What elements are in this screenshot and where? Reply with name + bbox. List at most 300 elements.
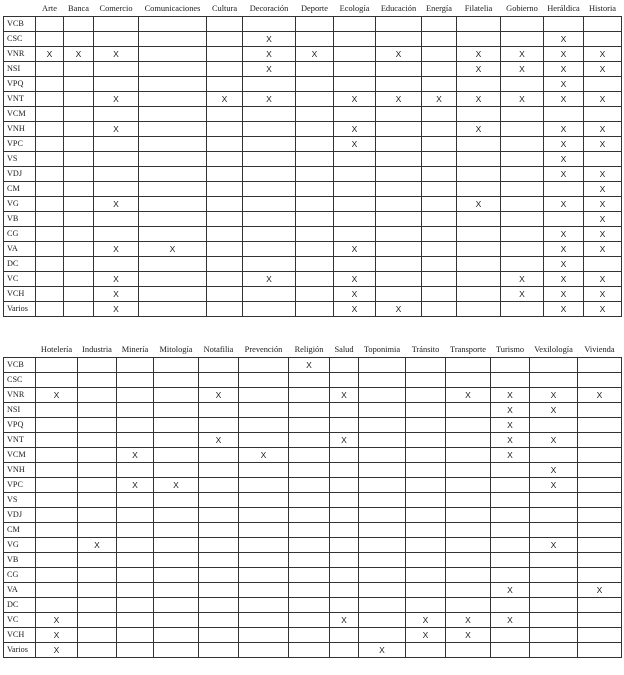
table-cell: [578, 628, 622, 643]
table-cell: [36, 302, 64, 317]
row-label: VNH: [4, 122, 36, 137]
table-cell: [422, 272, 457, 287]
table-cell: X: [530, 478, 578, 493]
table-row: [4, 287, 622, 302]
table-cell: [446, 403, 491, 418]
column-header: Ecología: [334, 2, 376, 17]
table-cell: [289, 628, 330, 643]
table-cell: [501, 122, 544, 137]
row-label: VDJ: [4, 167, 36, 182]
table-cell: X: [584, 197, 622, 212]
table-cell: [199, 538, 239, 553]
table-cell: X: [376, 47, 422, 62]
table-cell: [530, 373, 578, 388]
column-header: Energía: [422, 2, 457, 17]
table-cell: [376, 152, 422, 167]
table-cell: [359, 568, 406, 583]
column-header: Comunicaciones: [139, 2, 207, 17]
table-row: [4, 257, 622, 272]
table-cell: X: [94, 92, 139, 107]
table-cell: [207, 197, 243, 212]
table-cell: [330, 418, 359, 433]
table-cell: [296, 227, 334, 242]
table-row: [4, 598, 622, 613]
row-label: VNT: [4, 433, 36, 448]
table-cell: X: [578, 583, 622, 598]
table-cell: X: [491, 448, 530, 463]
column-header: Toponimia: [359, 343, 406, 358]
table-cell: [154, 538, 199, 553]
table-cell: [296, 32, 334, 47]
table-cell: X: [457, 197, 501, 212]
table-cell: [64, 197, 94, 212]
table-cell: [359, 583, 406, 598]
table-cell: [530, 553, 578, 568]
table-cell: [330, 403, 359, 418]
table-cell: [376, 182, 422, 197]
table-cell: [446, 508, 491, 523]
row-label: DC: [4, 257, 36, 272]
table-cell: X: [199, 388, 239, 403]
table-cell: [501, 77, 544, 92]
table-cell: X: [117, 478, 154, 493]
table-cell: [446, 553, 491, 568]
table-cell: [501, 167, 544, 182]
table-cell: [578, 613, 622, 628]
table-cell: [330, 568, 359, 583]
table-cell: [289, 373, 330, 388]
table-cell: X: [94, 272, 139, 287]
table-row: [4, 107, 622, 122]
table-cell: [289, 418, 330, 433]
table-cell: [78, 433, 117, 448]
table-cell: [446, 418, 491, 433]
table-cell: [139, 257, 207, 272]
table-cell: [457, 152, 501, 167]
table-cell: [239, 508, 289, 523]
table-cell: [289, 388, 330, 403]
table-cell: X: [94, 122, 139, 137]
table-cell: [243, 77, 296, 92]
row-label: VNR: [4, 388, 36, 403]
table-cell: [578, 418, 622, 433]
table-cell: [584, 17, 622, 32]
table-cell: [36, 197, 64, 212]
table-cell: [406, 493, 446, 508]
table-cell: [530, 613, 578, 628]
table-cell: [422, 77, 457, 92]
table-cell: [334, 152, 376, 167]
table-cell: [296, 197, 334, 212]
table-cell: [199, 508, 239, 523]
table-cell: [154, 463, 199, 478]
table-cell: [334, 257, 376, 272]
table-cell: [199, 643, 239, 658]
table-cell: [64, 302, 94, 317]
table-cell: [296, 107, 334, 122]
table-cell: [207, 32, 243, 47]
table-cell: [296, 242, 334, 257]
table-cell: [406, 403, 446, 418]
table-cell: [154, 448, 199, 463]
table-cell: [139, 152, 207, 167]
table-cell: X: [243, 92, 296, 107]
table-cell: [94, 107, 139, 122]
table-cell: X: [584, 287, 622, 302]
table-cell: [296, 152, 334, 167]
table-cell: X: [94, 287, 139, 302]
row-label: VCM: [4, 107, 36, 122]
table-cell: [446, 478, 491, 493]
table-cell: X: [501, 92, 544, 107]
table-cell: [78, 388, 117, 403]
table-cell: X: [457, 47, 501, 62]
table-cell: [578, 463, 622, 478]
table-cell: [64, 227, 94, 242]
table-cell: [501, 212, 544, 227]
table-cell: X: [544, 47, 584, 62]
table-cell: [36, 478, 78, 493]
table-cell: [239, 523, 289, 538]
table-cell: [406, 448, 446, 463]
table-cell: [64, 17, 94, 32]
table-row: [4, 523, 622, 538]
table-cell: [530, 598, 578, 613]
table-cell: [422, 227, 457, 242]
table-cell: [243, 182, 296, 197]
row-label: VA: [4, 242, 36, 257]
table-cell: [199, 598, 239, 613]
table-cell: [154, 418, 199, 433]
table-cell: X: [544, 287, 584, 302]
table-cell: [491, 463, 530, 478]
table-row: [4, 47, 622, 62]
table-cell: [530, 358, 578, 373]
table-row: [4, 167, 622, 182]
table-cell: [139, 62, 207, 77]
table-cell: [530, 508, 578, 523]
table-cell: [530, 643, 578, 658]
table-cell: [117, 568, 154, 583]
table-cell: [78, 493, 117, 508]
table-cell: [334, 77, 376, 92]
table-cell: [422, 152, 457, 167]
table-cell: [36, 242, 64, 257]
table-cell: [94, 137, 139, 152]
table-cell: [330, 598, 359, 613]
table-cell: [139, 227, 207, 242]
table-cell: [446, 493, 491, 508]
table-row: [4, 152, 622, 167]
table-cell: [406, 553, 446, 568]
table-cell: [117, 643, 154, 658]
table-cell: [36, 538, 78, 553]
table-cell: X: [544, 122, 584, 137]
row-label: VS: [4, 152, 36, 167]
table-cell: [36, 62, 64, 77]
table-cell: X: [491, 433, 530, 448]
table-cell: [154, 358, 199, 373]
table-row: [4, 418, 622, 433]
table-topics-2: [3, 343, 622, 658]
table-cell: [491, 373, 530, 388]
table-cell: [359, 613, 406, 628]
table-cell: [457, 167, 501, 182]
table-cell: X: [501, 272, 544, 287]
table-cell: [578, 568, 622, 583]
table-cell: [207, 122, 243, 137]
table-cell: [36, 107, 64, 122]
table-cell: X: [334, 92, 376, 107]
table-cell: [289, 568, 330, 583]
table-cell: [117, 433, 154, 448]
table-cell: X: [544, 257, 584, 272]
table-cell: [406, 418, 446, 433]
table-cell: X: [584, 272, 622, 287]
table-topics-1: [3, 2, 622, 317]
table-cell: [296, 92, 334, 107]
row-label: VCB: [4, 358, 36, 373]
table-cell: [584, 32, 622, 47]
column-header: Hotelería: [36, 343, 78, 358]
table-cell: [376, 197, 422, 212]
table-cell: [491, 553, 530, 568]
table-cell: [330, 583, 359, 598]
table-cell: [422, 17, 457, 32]
table-cell: [446, 643, 491, 658]
table-cell: [501, 107, 544, 122]
table-cell: X: [36, 388, 78, 403]
table-row: [4, 433, 622, 448]
table-row: [4, 358, 622, 373]
table-row: [4, 122, 622, 137]
table-cell: [330, 463, 359, 478]
table-cell: [243, 257, 296, 272]
row-label: VCH: [4, 287, 36, 302]
table-cell: [78, 373, 117, 388]
table-cell: [207, 272, 243, 287]
table-cell: [584, 77, 622, 92]
table-cell: [36, 568, 78, 583]
table-cell: [207, 287, 243, 302]
table-cell: [501, 137, 544, 152]
row-label: VC: [4, 613, 36, 628]
table-cell: [530, 523, 578, 538]
table-cell: X: [544, 152, 584, 167]
table-row: [4, 242, 622, 257]
table-cell: [330, 508, 359, 523]
column-header: Vivienda: [578, 343, 622, 358]
table-cell: [530, 493, 578, 508]
table-row: [4, 643, 622, 658]
table-cell: X: [544, 197, 584, 212]
row-label: VDJ: [4, 508, 36, 523]
table-cell: [243, 167, 296, 182]
row-label: NSI: [4, 403, 36, 418]
table-cell: [457, 227, 501, 242]
table-cell: [406, 643, 446, 658]
table-cell: [359, 523, 406, 538]
table-cell: X: [457, 122, 501, 137]
table-cell: [544, 182, 584, 197]
table-cell: [36, 583, 78, 598]
table-cell: [330, 493, 359, 508]
table-cell: [117, 418, 154, 433]
table-cell: [154, 583, 199, 598]
table-cell: [243, 212, 296, 227]
table-cell: [289, 403, 330, 418]
table-cell: X: [491, 583, 530, 598]
table-cell: [376, 137, 422, 152]
table-cell: X: [584, 47, 622, 62]
table-cell: [330, 373, 359, 388]
row-label: VPC: [4, 137, 36, 152]
table-cell: X: [243, 47, 296, 62]
table-cell: [530, 568, 578, 583]
table-cell: [578, 598, 622, 613]
table-cell: [207, 152, 243, 167]
table-cell: [334, 17, 376, 32]
column-header: Industria: [78, 343, 117, 358]
table-cell: X: [544, 137, 584, 152]
table-cell: [154, 433, 199, 448]
table-cell: [501, 152, 544, 167]
table-cell: X: [446, 628, 491, 643]
table-row: [4, 493, 622, 508]
table-cell: [578, 448, 622, 463]
table-cell: [117, 553, 154, 568]
table-cell: [491, 358, 530, 373]
table-cell: X: [334, 242, 376, 257]
table-cell: [207, 212, 243, 227]
table-cell: X: [544, 227, 584, 242]
table-cell: [359, 493, 406, 508]
row-label: VPC: [4, 478, 36, 493]
table-cell: [117, 523, 154, 538]
table-cell: X: [578, 388, 622, 403]
row-label: CM: [4, 523, 36, 538]
table-cell: [578, 358, 622, 373]
table-cell: [154, 628, 199, 643]
table-cell: [578, 523, 622, 538]
table-row: [4, 17, 622, 32]
table-cell: [544, 212, 584, 227]
column-header: Prevención: [239, 343, 289, 358]
table-cell: [578, 493, 622, 508]
table-cell: [491, 538, 530, 553]
row-label: CG: [4, 227, 36, 242]
table-cell: [501, 302, 544, 317]
table-cell: X: [544, 242, 584, 257]
table-cell: [406, 508, 446, 523]
table-cell: [36, 122, 64, 137]
table-cell: [243, 242, 296, 257]
table-cell: [243, 107, 296, 122]
table-cell: [36, 403, 78, 418]
table-cell: [199, 418, 239, 433]
table-cell: [289, 598, 330, 613]
table-cell: [199, 358, 239, 373]
table-cell: [207, 242, 243, 257]
table-cell: [36, 257, 64, 272]
table-cell: [64, 272, 94, 287]
table-cell: [239, 418, 289, 433]
table-cell: [457, 32, 501, 47]
table-cell: X: [584, 122, 622, 137]
table-cell: X: [359, 643, 406, 658]
table-cell: [36, 508, 78, 523]
table-cell: X: [94, 242, 139, 257]
column-header: Mitología: [154, 343, 199, 358]
table-cell: [139, 47, 207, 62]
table-cell: X: [330, 613, 359, 628]
table-cell: [199, 553, 239, 568]
table-cell: [36, 448, 78, 463]
table-cell: X: [199, 433, 239, 448]
table-cell: [330, 448, 359, 463]
table-cell: [457, 272, 501, 287]
table-cell: [36, 32, 64, 47]
column-header: Notafilia: [199, 343, 239, 358]
table-cell: [289, 553, 330, 568]
table-cell: [457, 257, 501, 272]
table-cell: X: [544, 167, 584, 182]
table-cell: [334, 182, 376, 197]
table-cell: [406, 463, 446, 478]
column-header: Arte: [36, 2, 64, 17]
table-cell: [139, 302, 207, 317]
table-cell: [446, 583, 491, 598]
table-cell: [422, 302, 457, 317]
table-cell: [457, 137, 501, 152]
table-cell: [376, 242, 422, 257]
table-cell: X: [491, 388, 530, 403]
table-cell: [457, 302, 501, 317]
table-cell: X: [544, 302, 584, 317]
table-cell: X: [334, 122, 376, 137]
table-cell: X: [334, 137, 376, 152]
table-cell: [330, 643, 359, 658]
table-cell: [578, 643, 622, 658]
table-cell: [36, 523, 78, 538]
table-cell: [406, 478, 446, 493]
table-cell: [36, 182, 64, 197]
table-row: [4, 77, 622, 92]
table-cell: [359, 433, 406, 448]
table-cell: [330, 523, 359, 538]
column-header: Decoración: [243, 2, 296, 17]
table-cell: [446, 373, 491, 388]
table-cell: X: [154, 478, 199, 493]
table-cell: [94, 32, 139, 47]
table-cell: [207, 47, 243, 62]
table-cell: [36, 598, 78, 613]
table-cell: X: [64, 47, 94, 62]
table-cell: X: [584, 302, 622, 317]
table-cell: [359, 358, 406, 373]
table-cell: [491, 568, 530, 583]
table-cell: [422, 287, 457, 302]
table-cell: [491, 628, 530, 643]
table-cell: [64, 32, 94, 47]
table-cell: [457, 287, 501, 302]
table-cell: [117, 598, 154, 613]
table-cell: [544, 107, 584, 122]
table-cell: [154, 373, 199, 388]
table-cell: [296, 287, 334, 302]
table-cell: X: [139, 242, 207, 257]
table-cell: [239, 433, 289, 448]
